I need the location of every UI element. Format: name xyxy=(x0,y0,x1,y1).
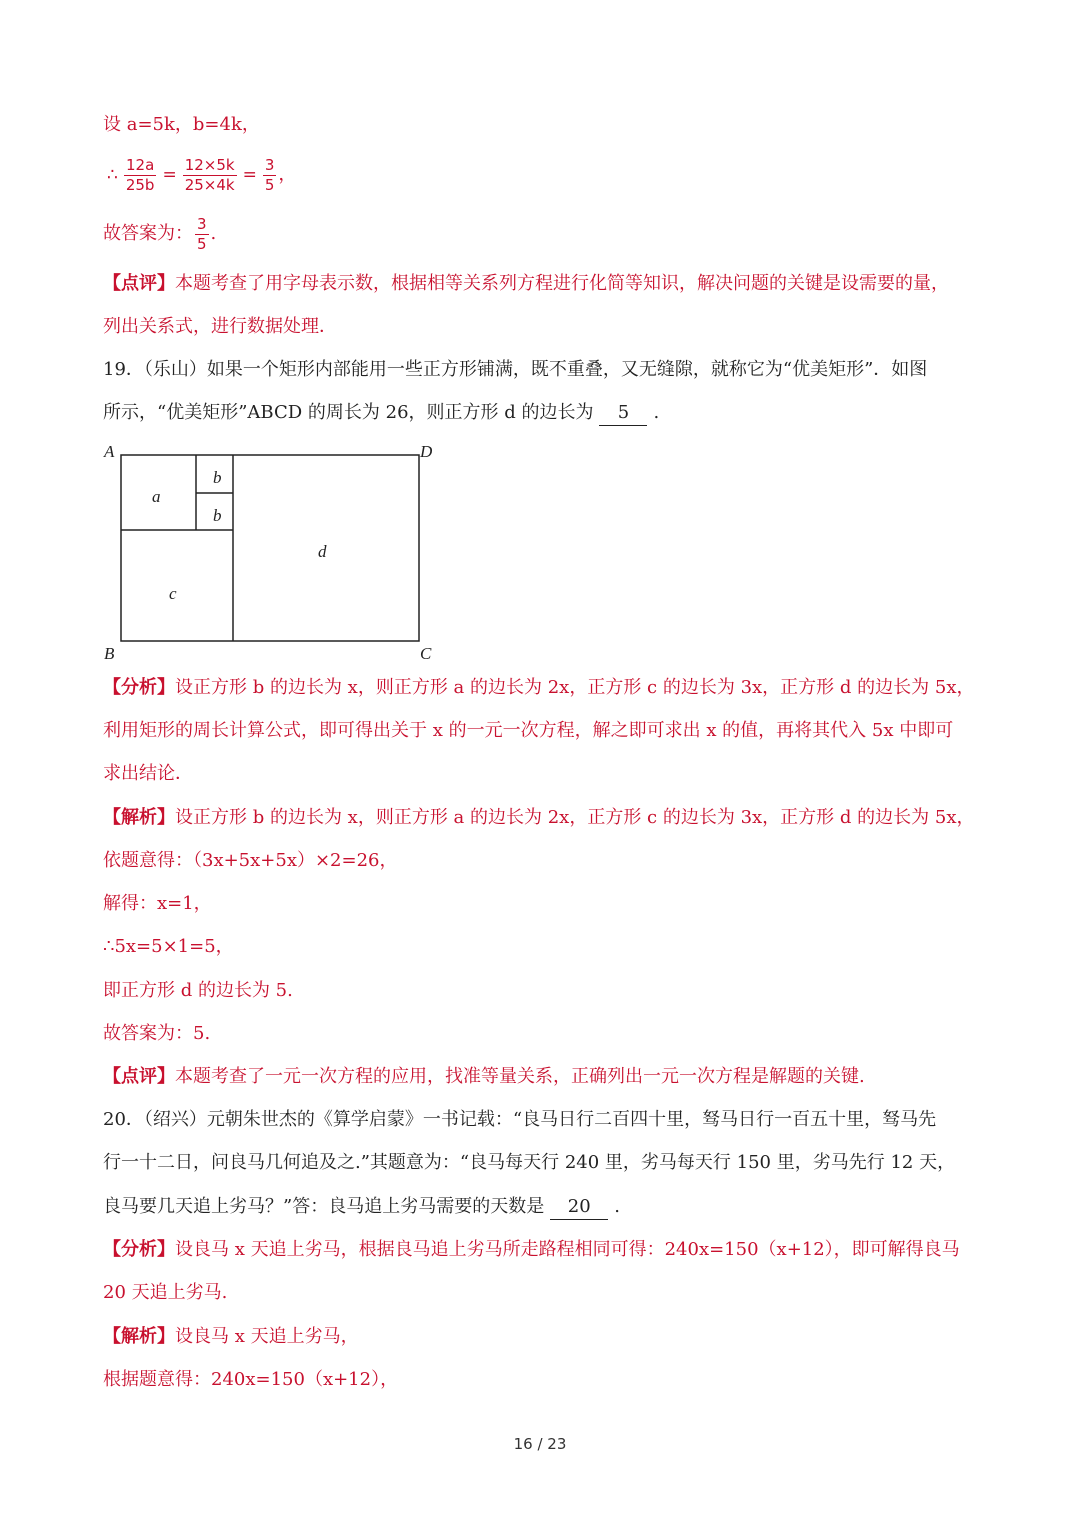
equals-sign: = xyxy=(242,165,257,185)
q19-solution-line6: 故答案为：5. xyxy=(103,1023,211,1044)
solution-tag: 【解析】 xyxy=(103,807,175,828)
q20-text-line2: 行一十二日，问良马几何追及之.”其题意为：“良马每天行 240 里，劣马每天行 150 里，劣马先行 12 天， xyxy=(103,1152,956,1173)
q20-analysis-line1: 【分析】设良马 x 天追上劣马，根据良马追上劣马所走路程相同可得：240x=150（x+12），即可解得良马 xyxy=(103,1239,960,1260)
solution-tag: 【解析】 xyxy=(103,1326,175,1347)
q19-solution-line4: ∴5x=5×1=5， xyxy=(103,936,234,957)
square-c-label: c xyxy=(169,584,177,603)
q19-review-line: 【点评】本题考查了一元一次方程的应用，找准等量关系，正确列出一元一次方程是解题的关键. xyxy=(103,1066,865,1087)
corner-b-label: B xyxy=(104,644,115,663)
line-answer-18: 故答案为： $\frac{3}{5}$ . xyxy=(103,214,217,253)
corner-a-label: A xyxy=(104,442,115,461)
q19-analysis-line1: 【分析】设正方形 b 的边长为 x，则正方形 a 的边长为 2x，正方形 c 的边长为 3x，正方形 d 的边长为 5x， xyxy=(103,677,975,698)
corner-c-label: C xyxy=(420,644,432,663)
fraction-12x5k-25x4k: $\frac{12\times 5k}{25\times 4k}$ xyxy=(184,155,235,194)
fraction-3-5: $\frac{3}{5}$ xyxy=(264,155,275,194)
fraction-12a-25b: $\frac{12a}{25b}$ xyxy=(125,155,155,194)
q20-analysis-line2: 20 天追上劣马. xyxy=(103,1282,228,1303)
corner-d-label: D xyxy=(420,442,433,461)
equals-sign: = xyxy=(162,165,177,185)
line-set-ab xyxy=(103,113,260,137)
q20-solution-line1: 【解析】设良马 x 天追上劣马， xyxy=(103,1326,359,1347)
square-d-label: d xyxy=(318,542,327,561)
answer-fraction-3-5: $\frac{3}{5}$ xyxy=(197,214,207,253)
q20-solution-line2: 根据题意得：240x=150（x+12）， xyxy=(103,1369,399,1390)
square-a-label: a xyxy=(152,487,161,506)
q19-analysis-line3: 求出结论． xyxy=(103,763,193,784)
q20-text-line1: 20．（绍兴）元朝朱世杰的《算学启蒙》一书记载：“良马日行二百四十里，驽马日行一百五十里，驽马先 xyxy=(103,1109,937,1130)
q19-solution-line5: 即正方形 d 的边长为 5. xyxy=(103,980,293,1001)
q19-solution-line3: 解得：x=1， xyxy=(103,893,212,914)
analysis-tag: 【分析】 xyxy=(103,677,175,698)
analysis-tag: 【分析】 xyxy=(103,1239,175,1260)
q20-text-line3: 良马要几天追上劣马？”答：良马追上劣马需要的天数是 20 . xyxy=(103,1195,620,1220)
line-fraction-equation: ∴ $\frac{12a}{25b}$ = $\frac{12\times 5k}{25\times 4k}$ = $\frac{3}{5}$ ， xyxy=(107,155,297,194)
set-ab-text: 设 a=5k，b=4k， xyxy=(103,114,260,135)
review-tag: 【点评】 xyxy=(103,273,175,294)
page-number: 16 / 23 xyxy=(513,1435,567,1453)
review-tag: 【点评】 xyxy=(103,1066,175,1087)
q19-answer-blank: 5 xyxy=(599,401,647,426)
q19-analysis-line2: 利用矩形的周长计算公式，即可得出关于 x 的一元一次方程，解之即可求出 x 的值，再将其代入 5x 中即可 xyxy=(103,720,954,741)
q20-answer-blank: 20 xyxy=(550,1195,608,1220)
q19-rectangle-figure xyxy=(100,437,450,667)
rectangle-abcd xyxy=(121,455,419,641)
q19-solution-line1: 【解析】设正方形 b 的边长为 x，则正方形 a 的边长为 2x，正方形 c 的边长为 3x，正方形 d 的边长为 5x， xyxy=(103,807,975,828)
review-18-line1: 【点评】本题考查了用字母表示数，根据相等关系列方程进行化简等知识，解决问题的关键是设需要的量， xyxy=(103,273,949,294)
q19-solution-line2: 依题意得：（3x+5x+5x）×2=26， xyxy=(103,850,398,871)
q19-text-line2: 所示，“优美矩形”ABCD 的周长为 26，则正方形 d 的边长为 5 . xyxy=(103,401,659,426)
therefore-symbol: ∴ xyxy=(107,165,118,185)
square-b1-label: b xyxy=(213,468,222,487)
review-18-line2: 列出关系式，进行数据处理． xyxy=(103,316,337,337)
square-b2-label: b xyxy=(213,506,222,525)
q19-text-line1: 19．（乐山）如果一个矩形内部能用一些正方形铺满，既不重叠，又无缝隙，就称它为“优美矩形”．如图 xyxy=(103,359,928,380)
